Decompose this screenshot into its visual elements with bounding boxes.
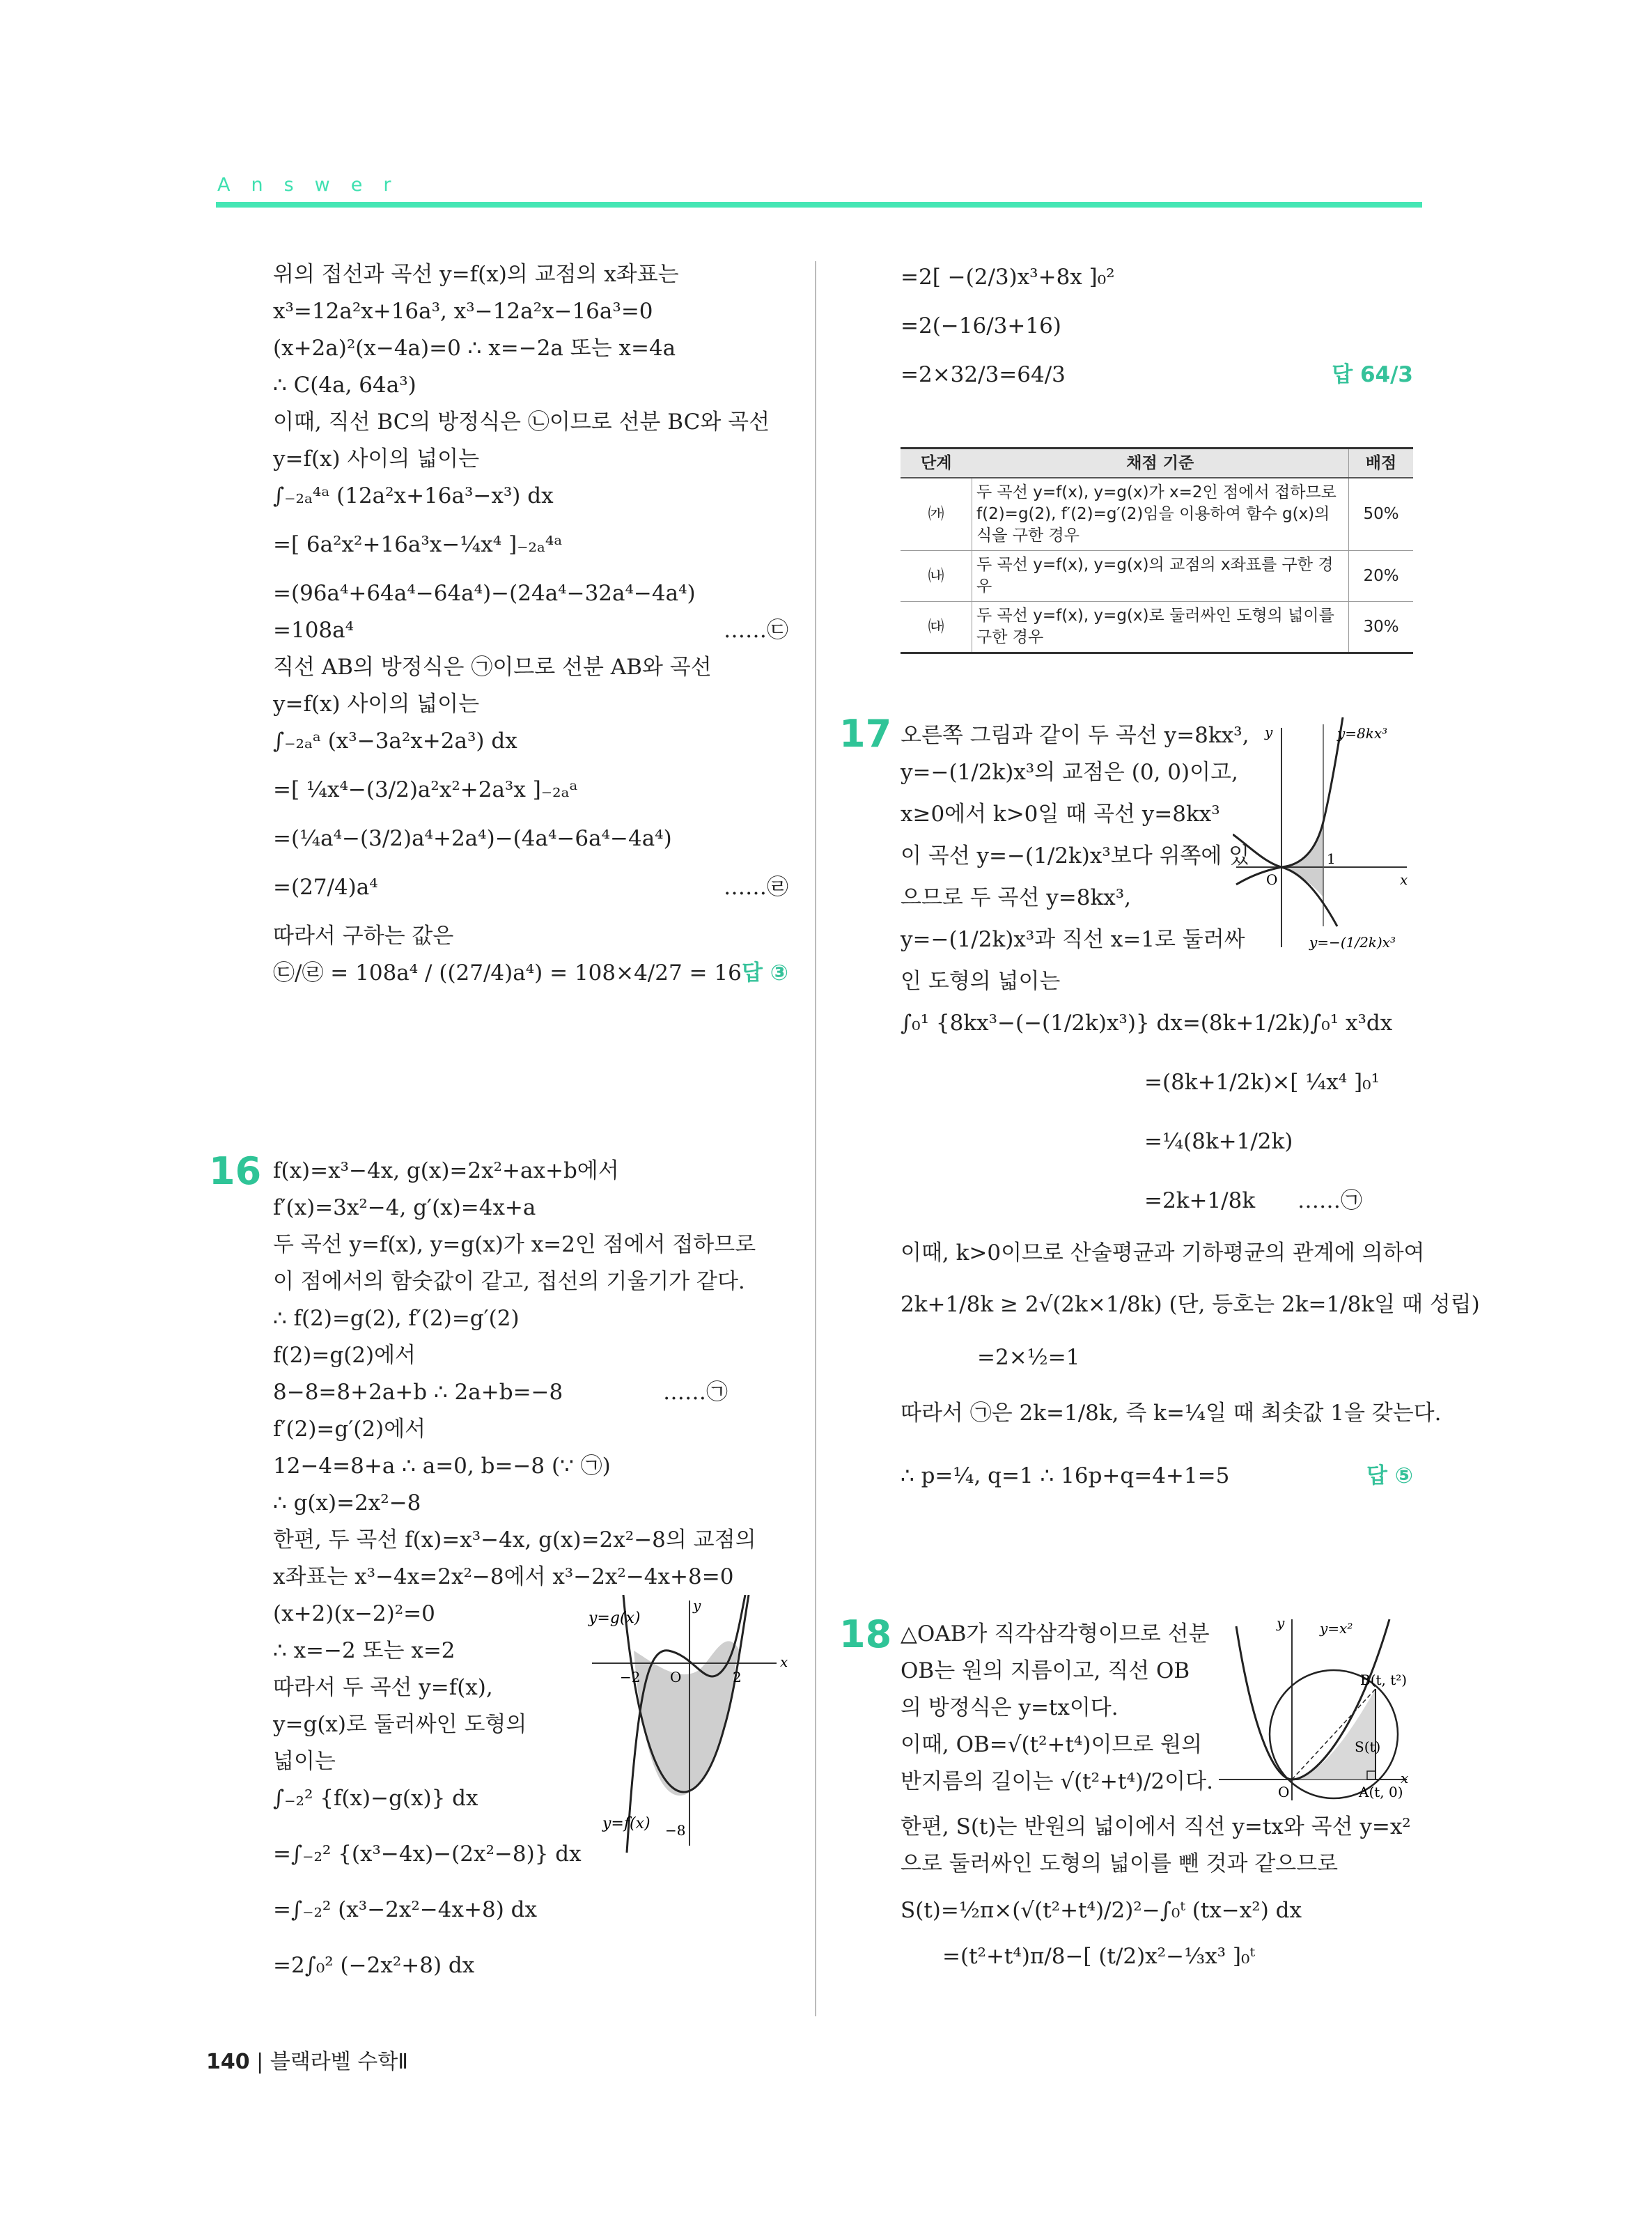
solution-line: =108a⁴ ……㉢	[273, 612, 788, 649]
S-label: S(t)	[1355, 1738, 1381, 1755]
y-axis-label: y	[1277, 1614, 1285, 1631]
solution-line: OB는 원의 지름이고, 직선 OB	[901, 1658, 1190, 1683]
tick-neg8: −8	[665, 1822, 686, 1839]
solution-line: △OAB가 직각삼각형이므로 선분	[901, 1621, 1210, 1646]
question-number: 16	[209, 1149, 262, 1193]
tick-1: 1	[1327, 850, 1336, 867]
solution-line: (x+2)(x−2)²=0	[273, 1601, 435, 1626]
solution-line: ∴ x=−2 또는 x=2	[273, 1638, 455, 1663]
solution-line: x³=12a²x+16a³, x³−12a²x−16a³=0	[273, 299, 653, 324]
table-row	[901, 602, 1413, 653]
solution-line: =(t²+t⁴)π/8−[ (t/2)x²−⅓x³ ]₀ᵗ	[942, 1944, 1256, 1969]
answer-badge: 답 ⑤	[1366, 1463, 1413, 1488]
grading-table	[901, 447, 1413, 654]
f-label: y=f(x)	[602, 1815, 650, 1832]
solution-line: 한편, 두 곡선 f(x)=x³−4x, g(x)=2x²−8의 교점의	[273, 1527, 756, 1552]
equation-tag: ……㉠	[663, 1380, 728, 1405]
g-label: y=g(x)	[589, 1610, 641, 1627]
curve-label: y=x²	[1320, 1620, 1353, 1637]
page-number: 140	[206, 2050, 250, 2074]
solution-line: =(8k+1/2k)×[ ¼x⁴ ]₀¹	[1144, 1070, 1380, 1095]
right-top-solution	[901, 259, 1413, 405]
solution-line: 이 점에서의 함숫값이 같고, 접선의 기울기가 같다.	[273, 1269, 745, 1294]
q16-graph	[585, 1595, 794, 1860]
q18-graph	[1215, 1612, 1417, 1807]
x-axis-label: x	[780, 1653, 788, 1670]
table-header: 배점	[1349, 449, 1414, 478]
q17-graph	[1233, 717, 1414, 954]
point-B-label: B(t, t²)	[1360, 1672, 1408, 1688]
solution-line: ∴ g(x)=2x²−8	[273, 1490, 421, 1516]
solution-line: y=−(1/2k)x³의 교점은 (0, 0)이고,	[901, 760, 1238, 785]
solution-line: y=f(x) 사이의 넓이는	[273, 446, 480, 472]
solution-line: 두 곡선 y=f(x), y=g(x)가 x=2인 점에서 접하므로	[273, 1232, 756, 1257]
column-divider	[815, 261, 816, 2016]
book-title: 블랙라벨 수학Ⅱ	[270, 2050, 409, 2074]
x-axis-label: x	[1401, 1770, 1409, 1786]
step-cell: ㈐	[901, 602, 972, 653]
solution-line: S(t)=½π×(√(t²+t⁴)/2)²−∫₀ᵗ (tx−x²) dx	[901, 1898, 1302, 1923]
header-rule	[216, 202, 1422, 208]
question-number: 18	[839, 1612, 892, 1656]
solution-line: =∫₋₂² {(x³−4x)−(2x²−8)} dx	[273, 1841, 582, 1867]
solution-line: 따라서 구하는 값은	[273, 924, 454, 949]
solution-line: y=f(x) 사이의 넓이는	[273, 692, 480, 717]
left-column	[273, 256, 788, 1011]
solution-line: 이 곡선 y=−(1/2k)x³보다 위쪽에 있	[901, 843, 1250, 869]
origin-label: O	[670, 1669, 682, 1685]
solution-line: 한편, S(t)는 반원의 넓이에서 직선 y=tx와 곡선 y=x²	[901, 1814, 1411, 1839]
solution-line: =2×½=1	[977, 1345, 1080, 1370]
y-axis-label: y	[693, 1597, 701, 1614]
solution-line: 12−4=8+a ∴ a=0, b=−8 (∵ ㉠)	[273, 1454, 611, 1479]
solution-line: =(96a⁴+64a⁴−64a⁴)−(24a⁴−32a⁴−4a⁴)	[273, 581, 696, 606]
table-header: 채점 기준	[972, 449, 1349, 478]
solution-line: f′(2)=g′(2)에서	[273, 1417, 426, 1442]
point-A-label: A(t, 0)	[1359, 1784, 1403, 1800]
solution-line: 의 방정식은 y=tx이다.	[901, 1695, 1119, 1720]
solution-line: ∫₀¹ {8kx³−(−(1/2k)x³)} dx=(8k+1/2k)∫₀¹ x³dx	[901, 1011, 1393, 1036]
solution-line: 넓이는	[273, 1749, 336, 1774]
solution-line: 반지름의 길이는 √(t²+t⁴)/2이다.	[901, 1769, 1213, 1794]
shaded-region	[634, 1641, 740, 1796]
solution-line: 따라서 ㉠은 2k=1/8k, 즉 k=¼일 때 최솟값 1을 갖는다.	[901, 1401, 1442, 1426]
q16-solution	[273, 1153, 788, 2003]
solution-line: ∴ p=¼, q=1 ∴ 16p+q=4+1=5 답 ⑤	[901, 1458, 1413, 1500]
solution-line: x≥0에서 k>0일 때 곡선 y=8kx³	[901, 802, 1220, 827]
answer-badge: 답 64/3	[1332, 362, 1413, 387]
solution-line: (x+2a)²(x−4a)=0 ∴ x=−2a 또는 x=4a	[273, 336, 676, 361]
solution-line: 이때, 직선 BC의 방정식은 ㉡이므로 선분 BC와 곡선	[273, 410, 770, 435]
solution-line: ∴ f(2)=g(2), f′(2)=g′(2)	[273, 1306, 520, 1331]
question-number: 17	[839, 712, 892, 756]
table-header: 단계	[901, 449, 972, 478]
solution-line: 오른쪽 그림과 같이 두 곡선 y=8kx³,	[901, 723, 1249, 748]
header-label: Answer	[217, 174, 412, 196]
origin-label: O	[1266, 871, 1278, 888]
solution-line: 직선 AB의 방정식은 ㉠이므로 선분 AB와 곡선	[273, 655, 712, 680]
equation-tag: ……㉢	[724, 618, 788, 643]
solution-line: f(2)=g(2)에서	[273, 1343, 416, 1368]
lower-label: y=−(1/2k)x³	[1309, 934, 1396, 951]
tick-neg2: −2	[620, 1669, 641, 1685]
footer-separator: |	[256, 2050, 270, 2074]
solution-line: =¼(8k+1/2k)	[1144, 1129, 1293, 1154]
score-cell: 20%	[1349, 551, 1414, 602]
solution-line: 이때, OB=√(t²+t⁴)이므로 원의	[901, 1732, 1203, 1757]
score-cell: 50%	[1349, 478, 1414, 551]
solution-line: ∫₋₂ₐᵃ (x³−3a²x+2a³) dx	[273, 729, 517, 754]
solution-line: 2k+1/8k ≥ 2√(2k×1/8k) (단, 등호는 2k=1/8k일 때 성립)	[901, 1292, 1480, 1317]
x-axis-label: x	[1400, 871, 1408, 888]
solution-line: =∫₋₂² (x³−2x²−4x+8) dx	[273, 1897, 537, 1922]
solution-line: x좌표는 x³−4x=2x²−8에서 x³−2x²−4x+8=0	[273, 1564, 734, 1589]
criteria-cell: 두 곡선 y=f(x), y=g(x)의 교점의 x좌표를 구한 경우	[972, 551, 1349, 602]
y-axis-label: y	[1265, 724, 1273, 740]
solution-line: 으로 둘러싸인 도형의 넓이를 뺀 것과 같으므로	[901, 1851, 1339, 1876]
solution-line: 위의 접선과 곡선 y=f(x)의 교점의 x좌표는	[273, 262, 679, 287]
tick-2: 2	[733, 1669, 742, 1685]
solution-line: =[ ¼x⁴−(3/2)a²x²+2a³x ]₋₂ₐᵃ	[273, 777, 578, 802]
solution-line: =2[ −(2/3)x³+8x ]₀²	[901, 265, 1115, 290]
page-footer	[206, 2044, 408, 2075]
solution-line: ∴ C(4a, 64a³)	[273, 373, 416, 398]
solution-line: =2k+1/8k ……㉠	[901, 1183, 1413, 1235]
solution-line: =[ 6a²x²+16a³x−¼x⁴ ]₋₂ₐ⁴ᵃ	[273, 532, 563, 557]
criteria-cell: 두 곡선 y=f(x), y=g(x)로 둘러싸인 도형의 넓이를 구한 경우	[972, 602, 1349, 653]
criteria-cell: 두 곡선 y=f(x), y=g(x)가 x=2인 점에서 접하므로 f(2)=g(2), f′(2)=g′(2)임을 이용하여 함수 g(x)의 식을 구한 경우	[972, 478, 1349, 551]
solution-line: 따라서 두 곡선 y=f(x),	[273, 1675, 493, 1700]
solution-line: 인 도형의 넓이는	[901, 969, 1061, 994]
solution-line: =2×32/3=64/3 답 64/3	[901, 357, 1413, 405]
answer-badge: 답 ③	[742, 960, 788, 986]
table-row	[901, 551, 1413, 602]
solution-line: =2(−16/3+16)	[901, 313, 1061, 338]
solution-line: =2∫₀² (−2x²+8) dx	[273, 1953, 475, 1978]
origin-label: O	[1278, 1784, 1290, 1800]
solution-line: y=g(x)로 둘러싸인 도형의	[273, 1712, 527, 1737]
equation-tag: ……㉠	[1298, 1188, 1362, 1213]
step-cell: ㈎	[901, 478, 972, 551]
step-cell: ㈏	[901, 551, 972, 602]
solution-line: 8−8=8+2a+b ∴ 2a+b=−8 ……㉠	[273, 1374, 788, 1411]
table-row	[901, 478, 1413, 551]
score-cell: 30%	[1349, 602, 1414, 653]
solution-line: ∫₋₂² {f(x)−g(x)} dx	[273, 1786, 478, 1811]
solution-line: ㉢/㉣ = 108a⁴ / ((27/4)a⁴) = 108×4/27 = 16 답 ③	[273, 955, 788, 1011]
upper-label: y=8kx³	[1337, 725, 1388, 742]
solution-line: ∫₋₂ₐ⁴ᵃ (12a²x+16a³−x³) dx	[273, 483, 554, 508]
solution-line: =(¼a⁴−(3/2)a⁴+2a⁴)−(4a⁴−6a⁴−4a⁴)	[273, 826, 672, 851]
solution-line: f(x)=x³−4x, g(x)=2x²+ax+b에서	[273, 1158, 619, 1183]
solution-line: 으므로 두 곡선 y=8kx³,	[901, 885, 1131, 910]
equation-tag: ……㉣	[724, 875, 788, 900]
solution-line: =(27/4)a⁴ ……㉣	[273, 869, 788, 918]
solution-line: f′(x)=3x²−4, g′(x)=4x+a	[273, 1195, 536, 1220]
solution-line: y=−(1/2k)x³과 직선 x=1로 둘러싸	[901, 927, 1245, 952]
solution-line: 이때, k>0이므로 산술평균과 기하평균의 관계에 의하여	[901, 1240, 1425, 1266]
